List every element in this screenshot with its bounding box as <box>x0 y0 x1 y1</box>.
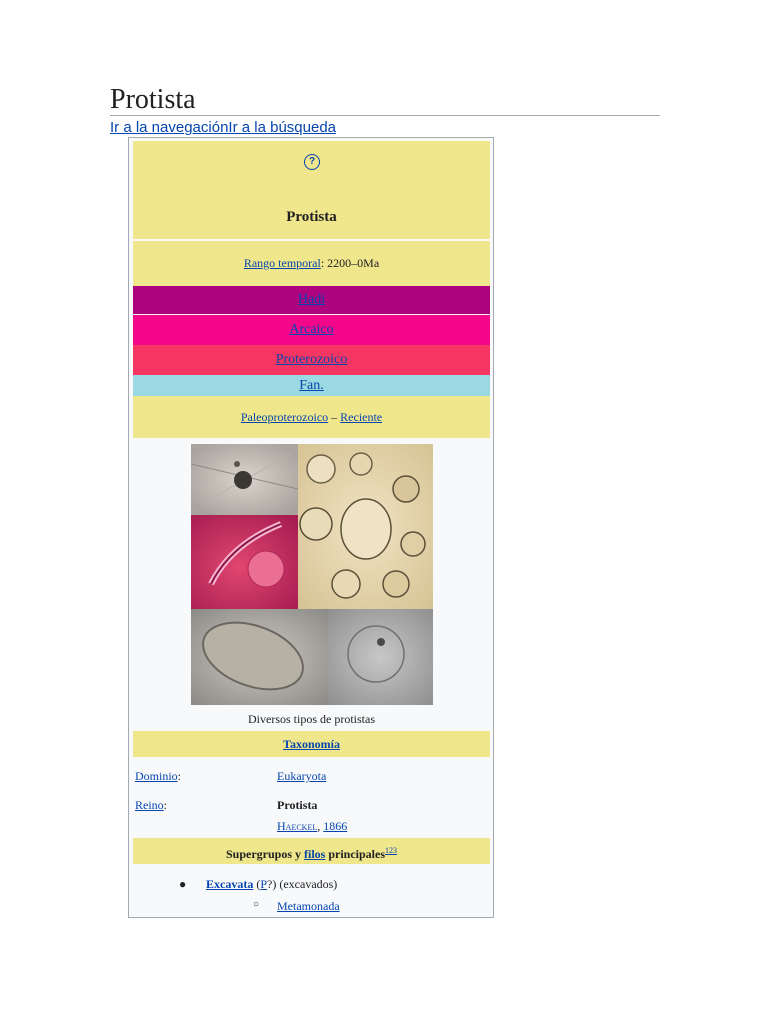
taxobox-header <box>133 141 490 239</box>
jump-to-navigation-link[interactable]: Ir a la navegación <box>110 119 229 136</box>
era-link-arcaico[interactable]: Arcaico <box>289 322 334 337</box>
excavata-link[interactable]: Excavata <box>206 877 254 891</box>
jump-to-search-link[interactable]: Ir a la búsqueda <box>228 119 336 136</box>
taxobox <box>128 137 494 918</box>
taxobox-title: Protista <box>286 209 337 225</box>
protists-collage-graphic <box>191 444 433 705</box>
taxon-authority: Haeckel, 1866 <box>277 819 348 833</box>
temporal-range-row <box>133 241 490 286</box>
dominio-label: Dominio: <box>135 769 182 783</box>
supergroups-references[interactable]: 123 <box>385 846 398 855</box>
dominio-link[interactable]: Dominio <box>135 769 178 783</box>
filos-link[interactable]: filos <box>304 847 326 861</box>
haeckel-link[interactable]: Haeckel <box>277 819 318 833</box>
era-bar-arcaico[interactable] <box>133 315 490 345</box>
era-link-proterozoico[interactable]: Proterozoico <box>275 352 348 367</box>
jump-links <box>110 119 336 137</box>
supergroups-header <box>133 838 490 864</box>
era-link-hadico[interactable]: Hadi <box>297 292 326 307</box>
period-start-link[interactable]: Paleoproterozoico <box>240 410 329 424</box>
temporal-range-value: : 2200–0Ma <box>320 256 380 270</box>
period-range-row <box>133 396 490 438</box>
supergroups-text-pre: Supergrupos y <box>225 847 304 861</box>
page-title: Protista <box>110 84 196 115</box>
title-divider <box>110 115 660 116</box>
metamonada-link[interactable]: Metamonada <box>277 899 340 913</box>
era-bar-proterozoico[interactable] <box>133 345 490 375</box>
image-caption: Diversos tipos de protistas <box>248 712 375 726</box>
question-circle-icon[interactable]: ? <box>304 154 320 170</box>
list-item-text: Excavata (P?) (excavados) <box>206 877 338 891</box>
bullet-icon: ● <box>179 877 187 891</box>
era-bar-hadico[interactable] <box>133 286 490 314</box>
temporal-range-link[interactable]: Rango temporal <box>243 256 321 270</box>
reino-label: Reino: <box>135 798 168 812</box>
period-separator: – <box>328 410 341 424</box>
year-1866-link[interactable]: 1866 <box>323 819 348 833</box>
taxonomy-header <box>133 731 490 757</box>
eukaryota-link[interactable]: Eukaryota <box>277 769 327 783</box>
supergroups-text-post: principales <box>325 847 386 861</box>
hollow-bullet-icon: ○ <box>253 899 260 910</box>
excavata-note: ?) (excavados) <box>267 877 338 891</box>
dominio-value <box>277 769 326 784</box>
reino-link[interactable]: Reino <box>135 798 164 812</box>
protists-collage-image[interactable] <box>191 444 433 705</box>
period-end-link[interactable]: Reciente <box>340 410 383 424</box>
era-bar-fanerozoico[interactable] <box>133 375 490 396</box>
paraphyletic-link[interactable]: P <box>260 877 268 891</box>
reino-value: Protista <box>277 798 318 812</box>
taxonomy-link[interactable]: Taxonomía <box>283 737 340 751</box>
era-link-fanerozoico[interactable]: Fan. <box>299 378 324 393</box>
